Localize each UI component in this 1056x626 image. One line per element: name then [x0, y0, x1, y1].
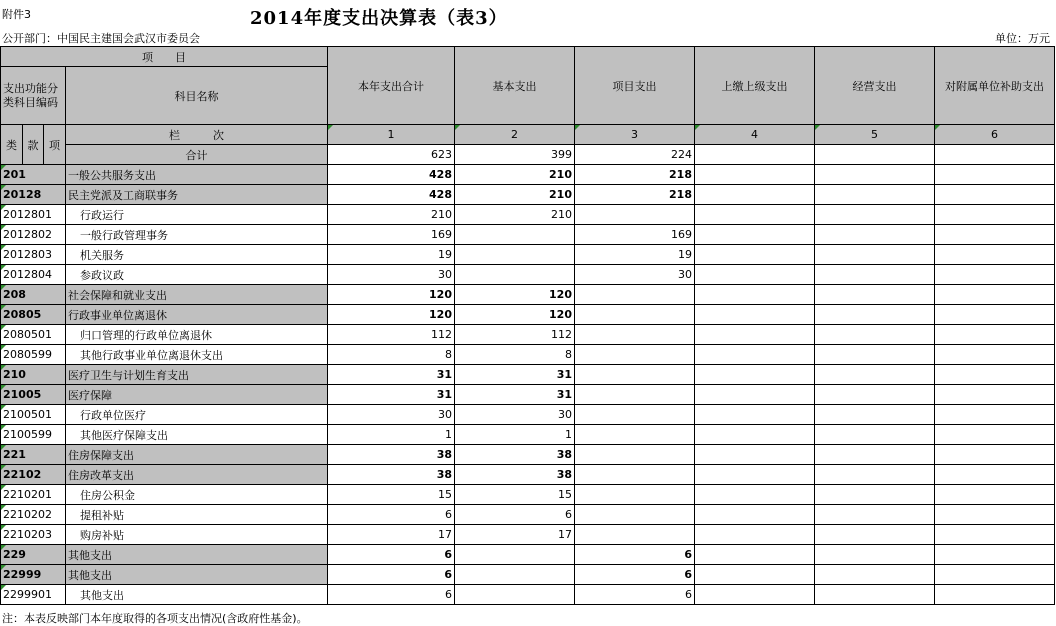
row-code: 2080599 [1, 345, 66, 365]
row-value-1: 112 [328, 325, 455, 345]
col-header-3: 项目支出 [575, 47, 695, 125]
row-value-1: 6 [328, 545, 455, 565]
row-value-2 [455, 545, 575, 565]
table-row [1, 525, 1055, 545]
row-value-2: 210 [455, 165, 575, 185]
row-code: 21005 [1, 385, 66, 405]
row-code: 2080501 [1, 325, 66, 345]
row-value-4 [695, 185, 815, 205]
row-value-1: 6 [328, 585, 455, 605]
row-value-6 [935, 245, 1055, 265]
row-value-6 [935, 305, 1055, 325]
row-value-5 [815, 285, 935, 305]
row-value-2: 112 [455, 325, 575, 345]
row-name: 其他支出 [66, 565, 328, 585]
row-value-4 [695, 285, 815, 305]
row-value-4 [695, 205, 815, 225]
row-value-2: 120 [455, 305, 575, 325]
table-row [1, 205, 1055, 225]
row-name: 医疗卫生与计划生育支出 [66, 365, 328, 385]
code-header: 支出功能分类科目编码 [1, 67, 66, 125]
table-row [1, 305, 1055, 325]
row-value-5 [815, 545, 935, 565]
row-value-4 [695, 405, 815, 425]
row-code: 2012802 [1, 225, 66, 245]
row-value-2: 31 [455, 385, 575, 405]
row-code: 2210201 [1, 485, 66, 505]
row-value-3 [575, 405, 695, 425]
row-value-1: 210 [328, 205, 455, 225]
row-code: 2210202 [1, 505, 66, 525]
row-value-5 [815, 385, 935, 405]
row-code: 2210203 [1, 525, 66, 545]
row-name: 提租补贴 [66, 505, 328, 525]
row-value-1: 428 [328, 165, 455, 185]
row-value-3: 19 [575, 245, 695, 265]
row-code: 22999 [1, 565, 66, 585]
row-code: 2100599 [1, 425, 66, 445]
row-value-4 [695, 485, 815, 505]
table-row [1, 505, 1055, 525]
row-code: 2012804 [1, 265, 66, 285]
expenditure-table [0, 46, 1055, 605]
row-name: 民主党派及工商联事务 [66, 185, 328, 205]
row-name: 一般行政管理事务 [66, 225, 328, 245]
row-value-3 [575, 345, 695, 365]
row-value-1: 428 [328, 185, 455, 205]
row-value-3 [575, 325, 695, 345]
row-code: 2012803 [1, 245, 66, 265]
row-value-3 [575, 205, 695, 225]
table-row [1, 585, 1055, 605]
table-row [1, 365, 1055, 385]
row-value-1: 19 [328, 245, 455, 265]
row-value-3 [575, 385, 695, 405]
row-value-4 [695, 305, 815, 325]
row-value-6 [935, 545, 1055, 565]
row-value-4 [695, 385, 815, 405]
xiang-header: 项 [44, 125, 66, 165]
kuan-header: 款 [23, 125, 44, 165]
row-value-4 [695, 505, 815, 525]
row-value-1: 6 [328, 565, 455, 585]
col-header-1: 本年支出合计 [328, 47, 455, 125]
department-label: 公开部门：中国民主建国会武汉市委员会 [2, 32, 200, 45]
row-value-2 [455, 585, 575, 605]
row-name: 其他支出 [66, 585, 328, 605]
col-number-2: 2 [455, 125, 575, 145]
row-value-1: 31 [328, 385, 455, 405]
row-value-4 [695, 565, 815, 585]
table-row [1, 405, 1055, 425]
col-number-5: 5 [815, 125, 935, 145]
row-value-6 [935, 265, 1055, 285]
row-value-2 [455, 245, 575, 265]
row-value-1: 8 [328, 345, 455, 365]
row-value-6 [935, 325, 1055, 345]
row-value-4 [695, 585, 815, 605]
row-value-5 [815, 565, 935, 585]
col-number-4: 4 [695, 125, 815, 145]
row-value-4 [695, 365, 815, 385]
row-value-2: 120 [455, 285, 575, 305]
row-value-5 [815, 325, 935, 345]
row-code: 229 [1, 545, 66, 565]
row-name: 其他行政事业单位离退休支出 [66, 345, 328, 365]
row-value-5 [815, 505, 935, 525]
row-value-5 [815, 205, 935, 225]
row-name: 归口管理的行政单位离退休 [66, 325, 328, 345]
row-value-1: 15 [328, 485, 455, 505]
row-value-5 [815, 445, 935, 465]
row-value-5 [815, 265, 935, 285]
row-value-1: 6 [328, 505, 455, 525]
row-value-5 [815, 465, 935, 485]
report-title: 2014年度支出决算表（表3） [250, 8, 508, 29]
row-value-6 [935, 525, 1055, 545]
row-value-4 [695, 465, 815, 485]
table-row [1, 265, 1055, 285]
table-row [1, 545, 1055, 565]
col-header-5: 经营支出 [815, 47, 935, 125]
row-value-3: 218 [575, 185, 695, 205]
table-row [1, 245, 1055, 265]
header-row-1 [1, 47, 1055, 67]
row-value-4 [695, 245, 815, 265]
row-code: 22102 [1, 465, 66, 485]
row-value-2: 1 [455, 425, 575, 445]
row-value-6 [935, 565, 1055, 585]
row-value-4 [695, 345, 815, 365]
row-code: 221 [1, 445, 66, 465]
row-value-5 [815, 165, 935, 185]
row-value-6 [935, 165, 1055, 185]
row-code: 210 [1, 365, 66, 385]
table-row [1, 465, 1055, 485]
row-value-4 [695, 545, 815, 565]
row-value-4 [695, 445, 815, 465]
row-value-6 [935, 185, 1055, 205]
row-value-3 [575, 285, 695, 305]
header-row-4 [1, 145, 1055, 165]
row-value-3: 6 [575, 545, 695, 565]
row-value-4 [695, 265, 815, 285]
row-value-3 [575, 485, 695, 505]
col-number-6: 6 [935, 125, 1055, 145]
table-row [1, 565, 1055, 585]
row-value-6 [935, 385, 1055, 405]
row-value-5 [815, 185, 935, 205]
row-code: 201 [1, 165, 66, 185]
row-code: 2100501 [1, 405, 66, 425]
row-value-5 [815, 425, 935, 445]
row-value-5 [815, 405, 935, 425]
row-code: 2012801 [1, 205, 66, 225]
table-row [1, 445, 1055, 465]
row-value-2: 31 [455, 365, 575, 385]
row-value-2: 38 [455, 445, 575, 465]
total-value-4 [695, 145, 815, 165]
footnote: 注：本表反映部门本年度取得的各项支出情况(含政府性基金)。 [2, 612, 308, 625]
row-value-4 [695, 165, 815, 185]
row-value-3 [575, 365, 695, 385]
lanci-header: 栏 次 [66, 125, 328, 145]
row-value-1: 120 [328, 305, 455, 325]
row-name: 机关服务 [66, 245, 328, 265]
row-value-4 [695, 225, 815, 245]
row-value-4 [695, 325, 815, 345]
row-value-5 [815, 245, 935, 265]
row-value-5 [815, 345, 935, 365]
row-code: 20128 [1, 185, 66, 205]
row-value-3 [575, 445, 695, 465]
row-value-5 [815, 585, 935, 605]
header-row-3 [1, 125, 1055, 145]
row-name: 住房保障支出 [66, 445, 328, 465]
table-row [1, 325, 1055, 345]
row-value-6 [935, 485, 1055, 505]
table-row [1, 285, 1055, 305]
col-number-1: 1 [328, 125, 455, 145]
row-value-6 [935, 585, 1055, 605]
row-value-6 [935, 205, 1055, 225]
row-name: 行政事业单位离退休 [66, 305, 328, 325]
row-value-3 [575, 305, 695, 325]
row-value-3 [575, 525, 695, 545]
row-value-5 [815, 525, 935, 545]
row-value-3 [575, 425, 695, 445]
row-value-6 [935, 365, 1055, 385]
row-value-1: 30 [328, 405, 455, 425]
lei-header: 类 [1, 125, 23, 165]
row-value-6 [935, 225, 1055, 245]
row-value-3: 169 [575, 225, 695, 245]
row-value-5 [815, 485, 935, 505]
item-header: 项 目 [1, 47, 328, 67]
row-value-4 [695, 425, 815, 445]
row-value-3: 6 [575, 565, 695, 585]
row-value-1: 169 [328, 225, 455, 245]
row-value-2: 8 [455, 345, 575, 365]
table-row [1, 425, 1055, 445]
row-value-6 [935, 285, 1055, 305]
table-row [1, 165, 1055, 185]
table-row [1, 225, 1055, 245]
row-value-2: 17 [455, 525, 575, 545]
total-label: 合计 [66, 145, 328, 165]
row-value-2: 30 [455, 405, 575, 425]
row-value-6 [935, 505, 1055, 525]
row-value-2: 210 [455, 205, 575, 225]
row-value-1: 120 [328, 285, 455, 305]
row-value-6 [935, 425, 1055, 445]
total-value-1: 623 [328, 145, 455, 165]
row-name: 行政运行 [66, 205, 328, 225]
row-value-6 [935, 345, 1055, 365]
attachment-label: 附件3 [2, 8, 31, 21]
row-value-5 [815, 305, 935, 325]
row-value-2: 15 [455, 485, 575, 505]
total-value-2: 399 [455, 145, 575, 165]
row-value-3 [575, 505, 695, 525]
table-row [1, 385, 1055, 405]
row-value-3: 6 [575, 585, 695, 605]
row-value-2 [455, 225, 575, 245]
col-header-6: 对附属单位补助支出 [935, 47, 1055, 125]
row-name: 其他支出 [66, 545, 328, 565]
col-number-3: 3 [575, 125, 695, 145]
row-name: 其他医疗保障支出 [66, 425, 328, 445]
row-value-6 [935, 405, 1055, 425]
unit-label: 单位：万元 [995, 32, 1050, 45]
total-value-3: 224 [575, 145, 695, 165]
row-value-6 [935, 465, 1055, 485]
row-value-2: 210 [455, 185, 575, 205]
name-header: 科目名称 [66, 67, 328, 125]
row-name: 医疗保障 [66, 385, 328, 405]
row-code: 208 [1, 285, 66, 305]
row-name: 住房公积金 [66, 485, 328, 505]
table-row [1, 345, 1055, 365]
row-value-1: 30 [328, 265, 455, 285]
row-value-1: 17 [328, 525, 455, 545]
table-row [1, 185, 1055, 205]
row-name: 行政单位医疗 [66, 405, 328, 425]
row-name: 一般公共服务支出 [66, 165, 328, 185]
col-header-4: 上缴上级支出 [695, 47, 815, 125]
row-value-6 [935, 445, 1055, 465]
row-name: 社会保障和就业支出 [66, 285, 328, 305]
row-value-3 [575, 465, 695, 485]
row-name: 住房改革支出 [66, 465, 328, 485]
row-value-1: 31 [328, 365, 455, 385]
row-value-2 [455, 265, 575, 285]
row-value-1: 38 [328, 445, 455, 465]
row-value-2: 38 [455, 465, 575, 485]
row-value-5 [815, 225, 935, 245]
row-code: 2299901 [1, 585, 66, 605]
row-value-3: 218 [575, 165, 695, 185]
row-value-1: 1 [328, 425, 455, 445]
row-value-5 [815, 365, 935, 385]
row-name: 购房补贴 [66, 525, 328, 545]
table-row [1, 485, 1055, 505]
total-value-6 [935, 145, 1055, 165]
row-code: 20805 [1, 305, 66, 325]
row-value-3: 30 [575, 265, 695, 285]
row-name: 参政议政 [66, 265, 328, 285]
row-value-2 [455, 565, 575, 585]
col-header-2: 基本支出 [455, 47, 575, 125]
row-value-4 [695, 525, 815, 545]
row-value-2: 6 [455, 505, 575, 525]
total-value-5 [815, 145, 935, 165]
row-value-1: 38 [328, 465, 455, 485]
